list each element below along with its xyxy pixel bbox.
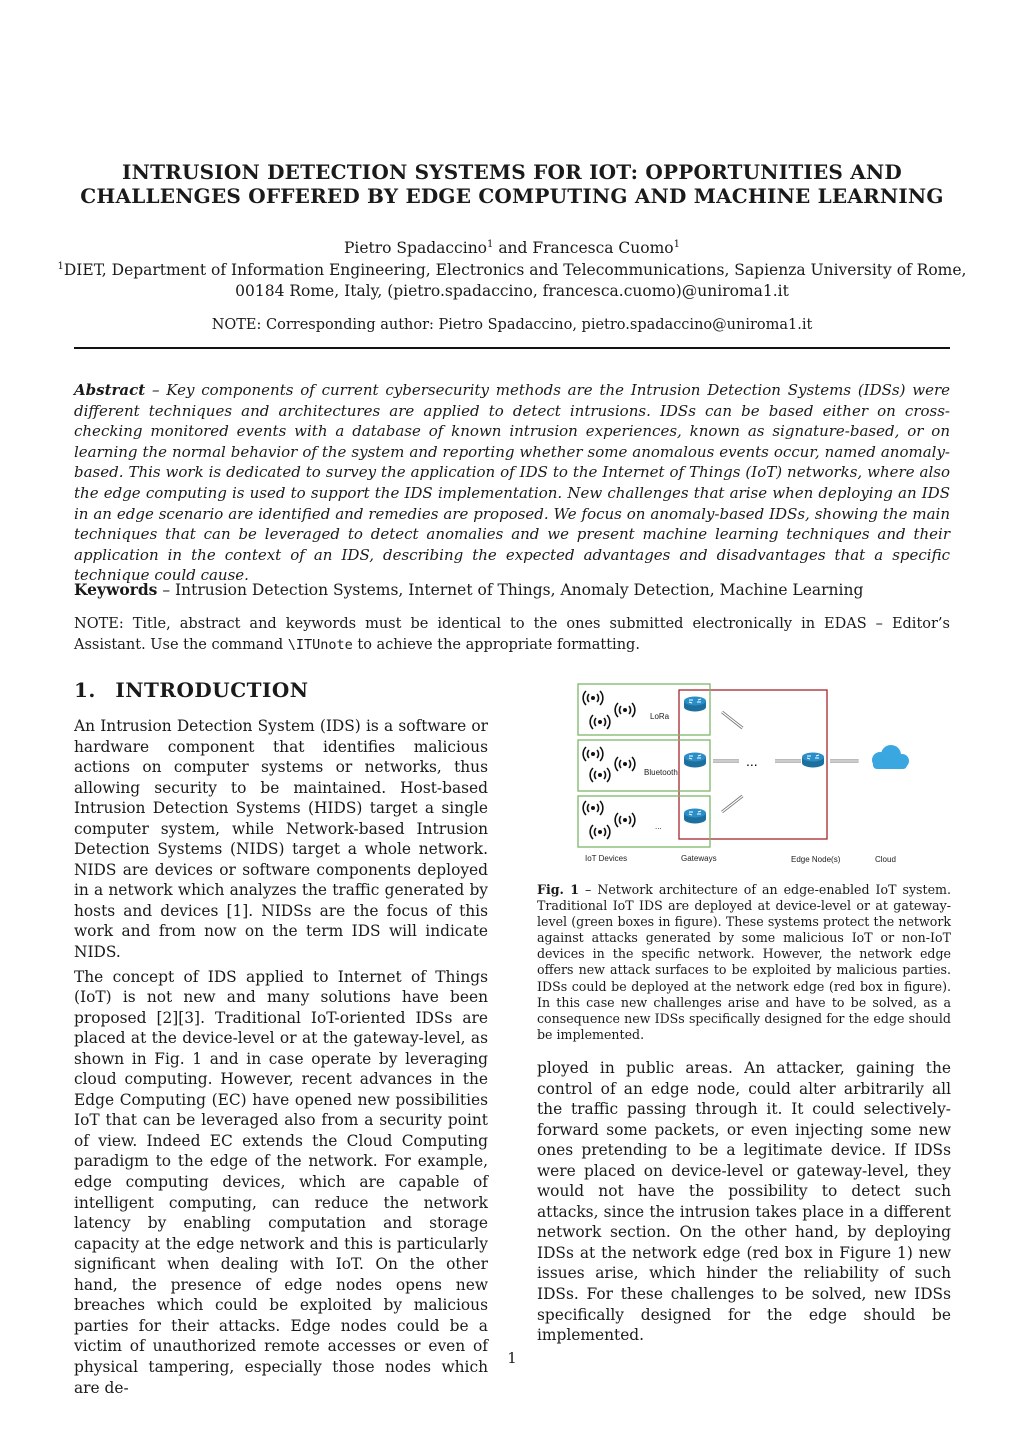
arrow-icon <box>722 796 742 812</box>
cloud-icon <box>872 745 909 769</box>
left-column <box>74 716 488 1402</box>
iot-device-icon <box>615 757 635 771</box>
author-2: Francesca Cuomo <box>532 239 674 258</box>
arrow-icon <box>722 712 742 728</box>
label-dots-small: ... <box>655 822 662 831</box>
edas-note <box>74 614 950 655</box>
abstract <box>74 380 950 586</box>
itunote-command: \ITUnote <box>287 636 353 653</box>
keywords <box>74 579 950 601</box>
iot-device-icon <box>590 715 610 729</box>
section-number: 1. <box>74 678 96 702</box>
intro-paragraph-2: The concept of IDS applied to Internet of Things (IoT) is not new and many solutions have been proposed [2][3]. Traditional IoT-oriented IDSs are placed at the device-level or at the gateway-level, as shown in Fig. 1 and in case operate by leveraging cloud computing. However, recent advances in the Edge Computing (EC) have opened new possibilities IoT that can be leveraged also from a security point of view. Indeed EC extends the Cloud Computing paradigm to the edge of the network. For example, edge computing devices, which are capable of intelligent computing, can reduce the network latency by enabling computation and storage capacity at the edge network and this is particularly significant when dealing with IoT. On the other hand, the presence of edge nodes opens new breaches which could be exploited by malicious parties for their attacks. Edge nodes could be a victim of unauthorized remote accesses or even of physical tampering, especially those nodes which are de- <box>74 967 488 1397</box>
edge-node-router-icon <box>802 753 824 768</box>
keywords-label: Keywords <box>74 580 158 599</box>
iot-device-icon <box>583 691 603 705</box>
iot-device-icon <box>583 747 603 761</box>
affiliation-line-2: 00184 Rome, Italy, (pietro.spadaccino, francesca.cuomo)@uniroma1.it <box>235 282 789 301</box>
abstract-text: Key components of current cybersecurity methods are the Intrusion Detection Systems (IDSs) were different techniques and architectures are applied to detect intrusions. IDSs can be based either on cross-checking monitored events with a database of known intrusion experiences, known as signature-based, or on learning the normal behavior of the system and reporting whether some anomalous events occur, named anomaly-based. This work is dedicated to survey the application of IDS to the Internet of Things (IoT) networks, where also the edge computing is used to support the IDS implementation. New challenges that arise when deploying an IDS in an edge scenario are identified and remedies are proposed. We focus on anomaly-based IDSs, showing the main techniques that can be leveraged to detect anomalies and we present machine learning techniques and their application in the context of an IDS, describing the expected advantages and disadvantages that a specific technique could cause. <box>74 381 950 585</box>
label-gateways: Gateways <box>681 854 717 863</box>
label-bluetooth: Bluetooth <box>644 768 678 777</box>
gateway-router-icon <box>684 809 706 824</box>
keywords-dash: – <box>157 581 176 599</box>
iot-device-icon <box>615 813 635 827</box>
authors-and: and <box>493 239 533 258</box>
iot-device-icon <box>583 801 603 815</box>
section-title: INTRODUCTION <box>115 678 309 702</box>
affiliation-sup: 1 <box>57 261 64 272</box>
caption-dash: – <box>579 882 598 897</box>
author-1-affil: 1 <box>487 239 494 250</box>
caption-label: Fig. 1 <box>537 882 580 897</box>
section-heading <box>74 678 309 702</box>
network-architecture-diagram <box>575 682 915 867</box>
abstract-dash: – <box>145 381 167 399</box>
label-lora: LoRa <box>650 712 670 721</box>
corresponding-author-note: NOTE: Corresponding author: Pietro Spadaccino, pietro.spadaccino@uniroma1.it <box>211 317 813 333</box>
affiliation-line-1: DIET, Department of Information Engineering, Electronics and Telecommunications, Sapienza University of Rome, <box>63 261 967 280</box>
iot-device-icon <box>615 703 635 717</box>
label-edge-nodes: Edge Node(s) <box>791 855 841 864</box>
keywords-text: Intrusion Detection Systems, Internet of Things, Anomaly Detection, Machine Learning <box>175 581 864 599</box>
edas-note-a: NOTE: Title, abstract and keywords must be identical to the ones submitted electronically in EDAS – Editor’s Assistant. Use the command <box>74 616 950 653</box>
iot-device-icon <box>590 825 610 839</box>
author-2-affil: 1 <box>673 239 681 250</box>
label-dots: ... <box>746 753 758 769</box>
abstract-label: Abstract <box>74 381 146 399</box>
figure-1 <box>575 682 915 867</box>
right-column <box>537 1058 951 1350</box>
edas-note-b: to achieve the appropriate formatting. <box>352 636 640 653</box>
caption-text: Network architecture of an edge-enabled IoT system. Traditional IoT IDS are deployed at device-level or at gateway-level (green boxes in figure). These systems protect the network against attacks generated by some malicious IoT or non-IoT devices in the specific network. However, the network edge offers new attack surfaces to be exploited by malicious parties. IDSs could be deployed at the network edge (red box in figure). In this case new challenges arise and have to be solved, as a consequence new IDSs specifically designed for the edge should be implemented. <box>537 882 951 1042</box>
label-iot-devices: IoT Devices <box>585 854 628 863</box>
page-number: 1 <box>507 1349 517 1367</box>
gateway-router-icon <box>684 753 706 768</box>
intro-paragraph-2-continued: ployed in public areas. An attacker, gaining the control of an edge node, could alter arbitrarily all the traffic passing through it. It could selectively-forward some packets, or even injecting some new ones pretending to be a legitimate device. If IDSs were placed on device-level or gateway-level, they would not have the possibility to detect such attacks, since the intrusion takes place in a different network section. On the other hand, by deploying IDSs at the network edge (red box in Figure 1) new issues arise, which hinder the reliability of such IDSs. For these challenges to be solved, new IDSs specifically designed for the edge should be implemented. <box>537 1059 951 1345</box>
gateway-router-icon <box>684 697 706 712</box>
title-line-2: CHALLENGES OFFERED BY EDGE COMPUTING AND MACHINE LEARNING <box>80 184 944 208</box>
figure-1-caption <box>537 882 951 1043</box>
header-rule <box>74 347 950 349</box>
affiliation <box>40 256 984 302</box>
intro-paragraph-1: An Intrusion Detection System (IDS) is a software or hardware component that identifies malicious actions on computer systems or networks, thus allowing security to be maintained. Host-based Intrusion Detection Systems (HIDS) target a single computer system, while Network-based Intrusion Detection Systems (NIDS) target a whole network. NIDS are devices or software components deployed in a network which analyzes the traffic generated by hosts and devices [1]. NIDSs are the focus of this work and from now on the term IDS will indicate NIDS. <box>74 717 488 962</box>
iot-device-icon <box>590 768 610 782</box>
title-line-1: INTRUSION DETECTION SYSTEMS FOR IOT: OPPORTUNITIES AND <box>122 160 902 184</box>
label-cloud: Cloud <box>875 855 896 864</box>
paper-title <box>40 160 984 208</box>
author-1: Pietro Spadaccino <box>343 239 488 258</box>
